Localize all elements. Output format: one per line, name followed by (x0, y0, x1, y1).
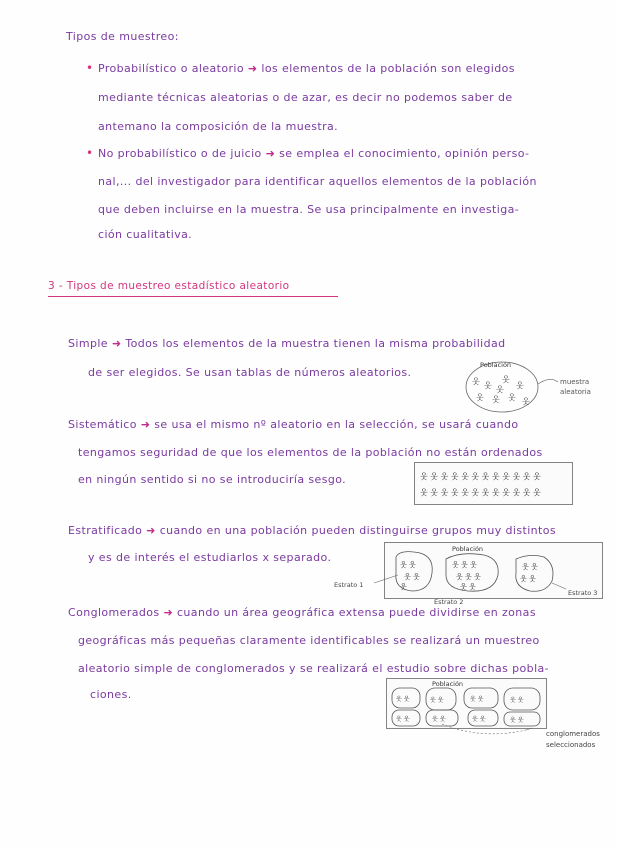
svg-text:웃 웃: 웃 웃 (400, 561, 416, 569)
svg-text:웃: 웃 (496, 385, 504, 394)
stratified-sampling-figure (334, 539, 614, 611)
svg-text:웃: 웃 (492, 395, 500, 404)
arrow-icon: ➜ (111, 337, 122, 350)
svg-text:웃 웃: 웃 웃 (396, 696, 410, 703)
bullet2-line2: nal,... del investigador para identificar aquellos elementos de la población (98, 175, 537, 188)
types-heading: Tipos de muestreo: (66, 30, 179, 43)
stratified-line1: Estratificado ➜ cuando en una población pueden distinguirse grupos muy distintos (68, 524, 557, 537)
simple-sampling-figure (462, 354, 612, 416)
svg-text:웃 웃: 웃 웃 (396, 716, 410, 723)
svg-text:웃 웃: 웃 웃 (460, 583, 476, 591)
systematic-line3: en ningún sentido si no se introduciría sesgo. (78, 473, 347, 486)
svg-text:웃 웃 웃 웃 웃 웃 웃 웃 웃 웃 웃 웃: 웃 웃 웃 웃 웃 웃 웃 웃 웃 웃 웃 웃 (420, 472, 541, 481)
bullet1-line2: mediante técnicas aleatorias o de azar, es decir no podemos saber de (98, 91, 513, 104)
svg-text:웃: 웃 (508, 393, 516, 402)
arrow-icon: ➜ (140, 418, 151, 431)
cluster-line4: ciones. (90, 688, 132, 701)
systematic-line2: tengamos seguridad de que los elementos de la población no están ordenados (78, 446, 543, 459)
bullet-dot: • (86, 146, 94, 160)
svg-text:웃: 웃 (484, 381, 492, 390)
systematic-term: Sistemático (68, 418, 137, 431)
arrow-icon: ➜ (163, 606, 174, 619)
svg-text:웃 웃: 웃 웃 (510, 717, 524, 724)
svg-text:웃 웃 웃: 웃 웃 웃 (452, 561, 477, 569)
svg-text:웃: 웃 (400, 583, 407, 591)
section-title: 3 - Tipos de muestreo estadístico aleatorio (48, 280, 290, 292)
systematic-line1: Sistemático ➜ se usa el mismo nº aleatorio en la selección, se usará cuando (68, 418, 519, 431)
probabilistic-term: Probabilístico o aleatorio (98, 62, 244, 75)
bullet2-line4: ción cualitativa. (98, 228, 193, 241)
svg-text:웃 웃: 웃 웃 (472, 716, 486, 723)
svg-text:웃 웃: 웃 웃 (520, 575, 536, 583)
cluster-term: Conglomerados (68, 606, 160, 619)
systematic-sampling-figure (414, 462, 574, 506)
arrow-icon: ➜ (146, 524, 156, 537)
svg-text:웃 웃: 웃 웃 (510, 697, 524, 704)
section-underline (48, 296, 338, 297)
stratum-2-label: Estrato 2 (434, 598, 464, 606)
bullet1-line1: Probabilístico o aleatorio ➜ los elementos de la población son elegidos (98, 62, 515, 75)
simple-line1: Simple ➜ Todos los elementos de la muestra tienen la misma probabilidad (68, 337, 506, 350)
simple-term: Simple (68, 337, 108, 350)
stratified-term: Estratificado (68, 524, 143, 537)
svg-text:웃: 웃 (476, 393, 484, 402)
stratum-1-label: Estrato 1 (334, 581, 364, 589)
figure-note-line1: muestra (560, 378, 590, 386)
stratified-line2: y es de interés el estudiarlos x separado. (88, 551, 332, 564)
figure-title: Población (452, 545, 484, 553)
svg-text:웃: 웃 (522, 397, 530, 406)
figure-note-line1: conglomerados (546, 730, 600, 738)
svg-text:웃: 웃 (502, 375, 510, 384)
stratum-3-label: Estrato 3 (568, 589, 598, 597)
svg-text:웃 웃: 웃 웃 (432, 716, 446, 723)
svg-text:웃 웃: 웃 웃 (430, 697, 444, 704)
cluster-line2: geográficas más pequeñas claramente identificables se realizará un muestreo (78, 634, 540, 647)
non-probabilistic-term: No probabilístico o de juicio (98, 147, 262, 160)
simple-line2: de ser elegidos. Se usan tablas de números aleatorios. (88, 366, 412, 379)
svg-text:웃 웃 웃 웃 웃 웃 웃 웃 웃 웃 웃 웃: 웃 웃 웃 웃 웃 웃 웃 웃 웃 웃 웃 웃 (420, 488, 541, 497)
figure-note-line2: aleatoria (560, 388, 591, 396)
arrow-icon: ➜ (265, 147, 276, 160)
arrow-icon: ➜ (247, 62, 258, 75)
cluster-line3: aleatorio simple de conglomerados y se realizará el estudio sobre dichas pobla- (78, 662, 550, 675)
svg-text:웃 웃: 웃 웃 (522, 563, 538, 571)
figure-note-line2: seleccionados (546, 741, 596, 749)
cluster-line1: Conglomerados ➜ cuando un área geográfica extensa puede dividirse en zonas (68, 606, 536, 619)
bullet2-line3: que deben incluirse en la muestra. Se usa principalmente en investiga- (98, 203, 520, 216)
bullet-dot: • (86, 61, 94, 75)
svg-text:웃 웃: 웃 웃 (404, 573, 420, 581)
svg-text:웃 웃 웃: 웃 웃 웃 (456, 573, 481, 581)
svg-text:웃 웃: 웃 웃 (470, 696, 484, 703)
figure-title: Población (432, 680, 464, 688)
bullet1-line3: antemano la composición de la muestra. (98, 120, 339, 133)
bullet2-line1: No probabilístico o de juicio ➜ se emplea el conocimiento, opinión perso- (98, 147, 530, 160)
figure-title: Población (480, 361, 512, 369)
svg-text:웃: 웃 (516, 381, 524, 390)
cluster-sampling-figure (382, 674, 614, 754)
svg-text:웃: 웃 (472, 377, 480, 386)
